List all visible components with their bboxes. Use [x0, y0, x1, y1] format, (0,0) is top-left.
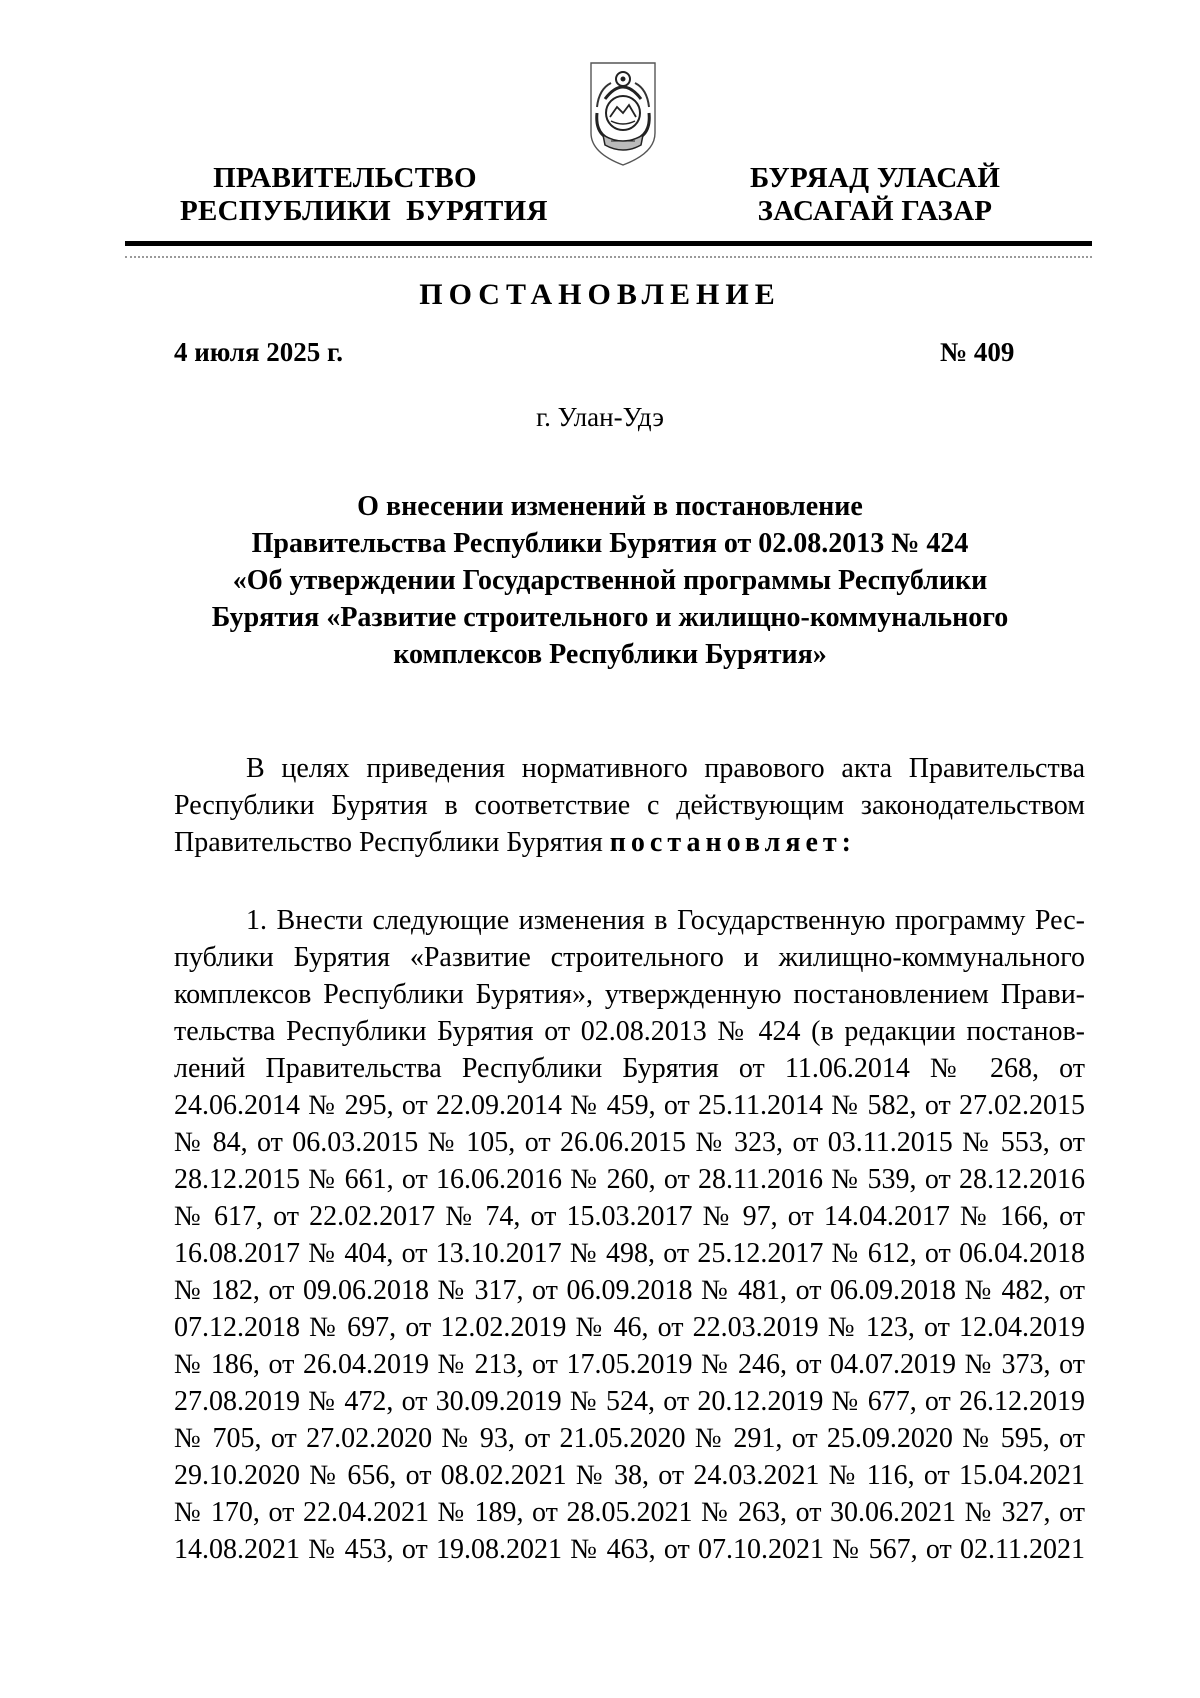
title-line: комплексов Республики Бурятия»: [393, 639, 827, 670]
coat-of-arms-icon: [583, 55, 663, 168]
item-line: комплексов Республики Бурятия», утвержденную постановлением Прави-: [174, 979, 1085, 1010]
item-line: № 705, от 27.02.2020 № 93, от 21.05.2020 № 291, от 25.09.2020 № 595, от: [174, 1423, 1085, 1454]
preamble-paragraph: [174, 750, 1085, 861]
preamble-line-prefix: Правительство Республики Бурятия: [174, 827, 610, 858]
title-line: О внесении изменений в постановление: [357, 491, 863, 522]
title-line: Бурятия «Развитие строительного и жилищно-коммунального: [211, 602, 1009, 633]
item-line: № 617, от 22.02.2017 № 74, от 15.03.2017 № 97, от 14.04.2017 № 166, от: [174, 1201, 1085, 1232]
government-name-buryat: [750, 162, 1000, 228]
preamble-last-line: [174, 824, 1085, 861]
item-line: 16.08.2017 № 404, от 13.10.2017 № 498, от 25.12.2017 № 612, от 06.04.2018: [174, 1238, 1085, 1269]
document-city: г. Улан-Удэ: [536, 402, 664, 432]
document-type: ПОСТАНОВЛЕНИЕ: [419, 278, 781, 311]
item-line: тельства Республики Бурятия от 02.08.2013 № 424 (в редакции постанов-: [174, 1016, 1085, 1047]
document-date: 4 июля 2025 г.: [174, 337, 343, 367]
preamble-line: Республики Бурятия в соответствие с действующим законодательством: [174, 790, 1085, 821]
title-line: Правительства Республики Бурятия от 02.08.2013 № 424: [251, 528, 969, 559]
item-line: № 182, от 09.06.2018 № 317, от 06.09.2018 № 481, от 06.09.2018 № 482, от: [174, 1275, 1085, 1306]
item-1-paragraph: [174, 902, 1085, 1568]
item-line: № 186, от 26.04.2019 № 213, от 17.05.2019 № 246, от 04.07.2019 № 373, от: [174, 1349, 1085, 1380]
item-line: 07.12.2018 № 697, от 12.02.2019 № 46, от 22.03.2019 № 123, от 12.04.2019: [174, 1312, 1085, 1343]
item-line: 24.06.2014 № 295, от 22.09.2014 № 459, от 25.11.2014 № 582, от 27.02.2015: [174, 1090, 1085, 1121]
item-line: 1. Внести следующие изменения в Государственную программу Рес-: [246, 905, 1085, 936]
item-line: 27.08.2019 № 472, от 30.09.2019 № 524, от 20.12.2019 № 677, от 26.12.2019: [174, 1386, 1085, 1417]
document-number: № 409: [940, 337, 1015, 367]
government-name-line2: РЕСПУБЛИКИ БУРЯТИЯ: [180, 195, 548, 227]
government-name-buryat-line1: БУРЯАД УЛАСАЙ: [750, 162, 1001, 194]
document-title: [160, 488, 1060, 673]
item-line: № 170, от 22.04.2021 № 189, от 28.05.2021 № 263, от 30.06.2021 № 327, от: [174, 1497, 1085, 1528]
item-line: 14.08.2021 № 453, от 19.08.2021 № 463, от 07.10.2021 № 567, от 02.11.2021: [174, 1534, 1085, 1565]
title-line: «Об утверждении Государственной программы Республики: [232, 565, 988, 596]
coat-of-arms-emblem: [583, 55, 663, 168]
government-name-line1: ПРАВИТЕЛЬСТВО: [213, 162, 477, 194]
header-divider-dotted: [125, 256, 1092, 258]
header-divider: [125, 241, 1092, 246]
decree-word: постановляет:: [609, 827, 856, 858]
government-name-russian: [180, 162, 548, 228]
item-line: 28.12.2015 № 661, от 16.06.2016 № 260, от 28.11.2016 № 539, от 28.12.2016: [174, 1164, 1085, 1195]
item-line: № 84, от 06.03.2015 № 105, от 26.06.2015 № 323, от 03.11.2015 № 553, от: [174, 1127, 1085, 1158]
preamble-line: В целях приведения нормативного правового акта Правительства: [246, 753, 1085, 784]
item-line: 29.10.2020 № 656, от 08.02.2021 № 38, от 24.03.2021 № 116, от 15.04.2021: [174, 1460, 1085, 1491]
item-line: публики Бурятия «Развитие строительного и жилищно-коммунального: [174, 942, 1085, 973]
government-name-buryat-line2: ЗАСАГАЙ ГАЗАР: [757, 195, 993, 227]
item-line: лений Правительства Республики Бурятия от 11.06.2014 № 268, от: [174, 1053, 1085, 1084]
